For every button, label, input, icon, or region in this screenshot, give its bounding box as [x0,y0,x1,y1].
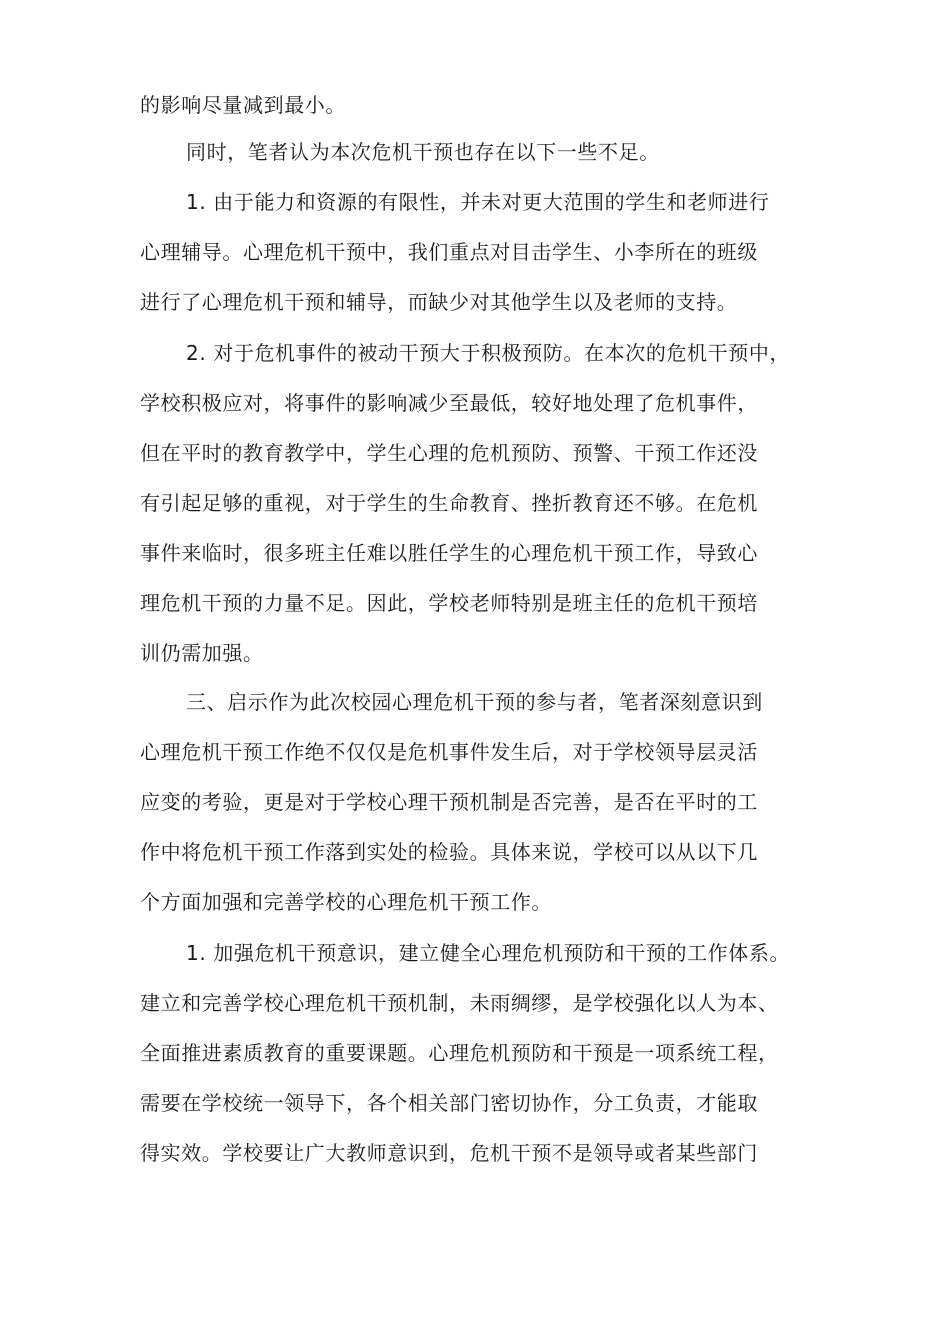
text-line: 建立和完善学校心理危机干预机制，未雨绸缪，是学校强化以人为本、 [140,991,779,1015]
text-line: 需要在学校统一领导下，各个相关部门密切协作，分工负责，才能取 [140,1091,758,1115]
text-line: 全面推进素质教育的重要课题。心理危机预防和干预是一项系统工程， [140,1041,779,1065]
text-line: 心理辅导。心理危机干预中，我们重点对目击学生、小李所在的班级 [140,240,758,264]
text-line: 三、启示作为此次校园心理危机干预的参与者，笔者深刻意识到 [186,690,763,714]
text-line: 但在平时的教育教学中，学生心理的危机预防、预警、干预工作还没 [140,441,758,465]
text-line: 作中将危机干预工作落到实处的检验。具体来说，学校可以从以下几 [140,840,758,864]
text-line: 个方面加强和完善学校的心理危机干预工作。 [140,890,552,914]
text-line: 1. 由于能力和资源的有限性，并未对更大范围的学生和老师进行 [186,190,770,214]
text-line: 事件来临时，很多班主任难以胜任学生的心理危机干预工作，导致心 [140,541,758,565]
text-line: 有引起足够的重视，对于学生的生命教育、挫折教育还不够。在危机 [140,491,758,515]
text-line: 得实效。学校要让广大教师意识到，危机干预不是领导或者某些部门 [140,1141,758,1165]
text-line: 2. 对于危机事件的被动干预大于积极预防。在本次的危机干预中， [186,341,791,365]
text-line: 理危机干预的力量不足。因此，学校老师特别是班主任的危机干预培 [140,591,758,615]
text-line: 的影响尽量减到最小。 [140,93,346,117]
text-line: 1. 加强危机干预意识，建立健全心理危机预防和干预的工作体系。 [186,941,791,965]
text-line: 学校积极应对，将事件的影响减少至最低，较好地处理了危机事件， [140,391,758,415]
text-line: 应变的考验，更是对于学校心理干预机制是否完善，是否在平时的工 [140,790,758,814]
text-line: 同时，笔者认为本次危机干预也存在以下一些不足。 [186,140,660,164]
text-line: 训仍需加强。 [140,641,264,665]
text-line: 进行了心理危机干预和辅导，而缺少对其他学生以及老师的支持。 [140,290,738,314]
text-line: 心理危机干预工作绝不仅仅是危机事件发生后，对于学校领导层灵活 [140,740,758,764]
